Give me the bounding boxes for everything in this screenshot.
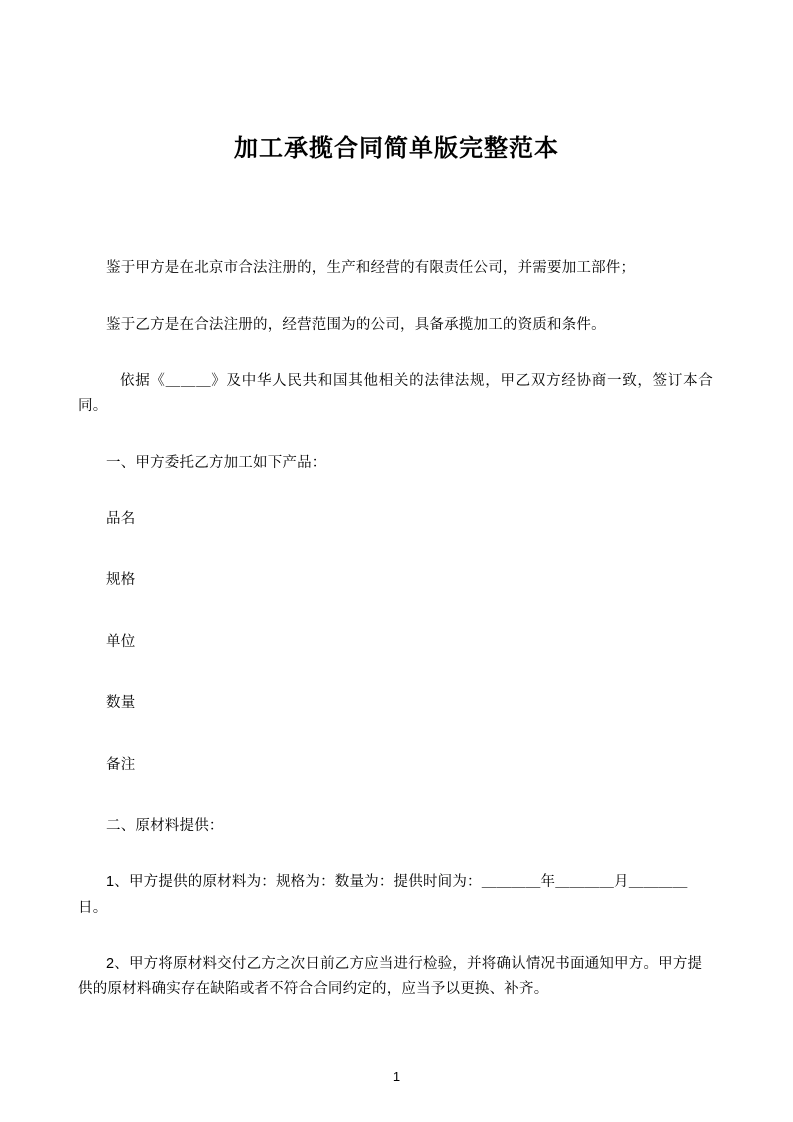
section2-item-1: 1、甲方提供的原材料为：规格为：数量为：提供时间为：＿＿＿＿年＿＿＿＿月＿＿＿＿日。 xyxy=(78,874,688,916)
product-field-quantity: 数量 xyxy=(106,695,136,712)
product-field-spec: 规格 xyxy=(106,572,136,589)
product-field-unit: 单位 xyxy=(106,633,136,650)
paragraph-rationale-party-b: 鉴于乙方是在合法注册的，经营范围为的公司，具备承揽加工的资质和条件。 xyxy=(106,316,606,333)
section2-item-2: 2、甲方将原材料交付乙方之次日前乙方应当进行检验，并将确认情况书面通知甲方。甲方提供的原材料确实存在缺陷或者不符合合同约定的，应当予以更换、补齐。 xyxy=(78,956,703,998)
product-field-name: 品名 xyxy=(106,511,136,528)
paragraph-legal-basis: 依据《＿＿＿》及中华人民共和国其他相关的法律法规，甲乙双方经协商一致，签订本合同。 xyxy=(78,372,713,415)
document-body xyxy=(0,256,793,1003)
page-number: 1 xyxy=(392,1069,401,1084)
product-field-remark: 备注 xyxy=(106,756,136,773)
section-heading-one: 一、甲方委托乙方加工如下产品： xyxy=(106,454,327,471)
section-heading-two: 二、原材料提供： xyxy=(106,817,224,834)
page-title: 加工承揽合同简单版完整范本 xyxy=(234,135,559,162)
paragraph-rationale-party-a: 鉴于甲方是在北京市合法注册的，生产和经营的有限责任公司，并需要加工部件； xyxy=(106,260,636,277)
